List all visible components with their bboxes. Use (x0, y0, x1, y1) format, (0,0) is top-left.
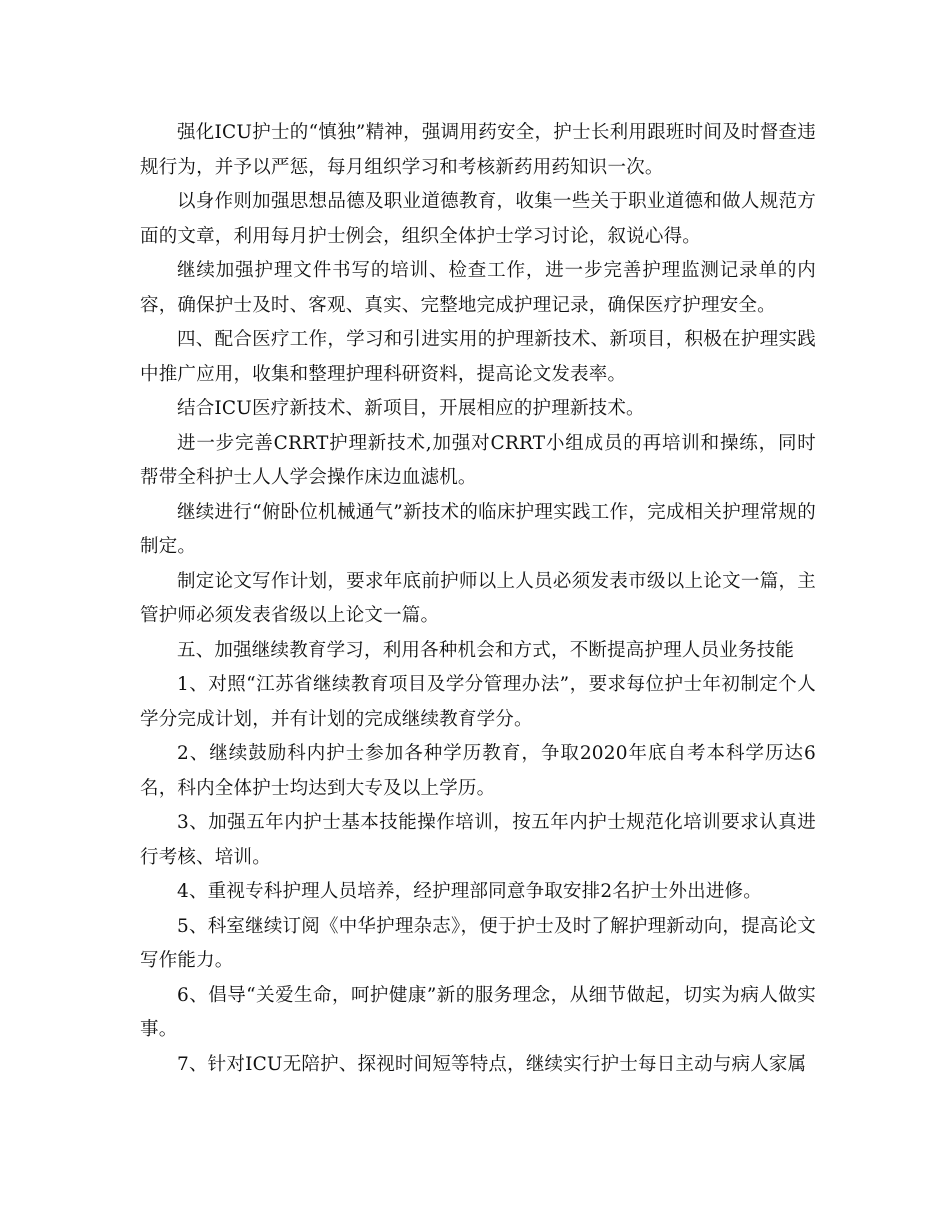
list-item-2: 2、继续鼓励科内护士参加各种学历教育，争取2020年底自考本科学历达6名，科内全体护士均达到大专及以上学历。 (140, 743, 816, 799)
paragraph-paper-plan: 制定论文写作计划，要求年底前护师以上人员必须发表市级以上论文一篇，主管护师必须发表省级以上论文一篇。 (140, 570, 816, 626)
list-item-7: 7、针对ICU无陪护、探视时间短等特点，继续实行护士每日主动与病人家属 (177, 1053, 807, 1075)
paragraph-icu-caution: 强化ICU护士的“慎独”精神，强调用药安全，护士长利用跟班时间及时督查违规行为，并予以严惩，每月组织学习和考核新药用药知识一次。 (140, 122, 816, 178)
list-item-5: 5、科室继续订阅《中华护理杂志》，便于护士及时了解护理新动向，提高论文写作能力。 (140, 915, 816, 971)
list-item-1: 1、对照“江苏省继续教育项目及学分管理办法”，要求每位护士年初制定个人学分完成计划，并有计划的完成继续教育学分。 (140, 674, 816, 730)
list-item-4: 4、重视专科护理人员培养，经护理部同意争取安排2名护士外出进修。 (177, 881, 762, 902)
paragraph-new-techniques: 结合ICU医疗新技术、新项目，开展相应的护理新技术。 (177, 398, 645, 419)
document-body (140, 116, 816, 1082)
paragraph-crrt: 进一步完善CRRT护理新技术,加强对CRRT小组成员的再培训和操练，同时帮带全科护士人人学会操作床边血滤机。 (140, 432, 816, 488)
list-item-3: 3、加强五年内护士基本技能操作培训，按五年内护士规范化培训要求认真进行考核、培训。 (140, 812, 816, 868)
section-heading-4: 四、配合医疗工作，学习和引进实用的护理新技术、新项目，积极在护理实践中推广应用，收集和整理护理科研资料，提高论文发表率。 (140, 329, 816, 385)
section-heading-5: 五、加强继续教育学习，利用各种机会和方式，不断提高护理人员业务技能 (177, 639, 795, 661)
paragraph-nursing-records: 继续加强护理文件书写的培训、检查工作，进一步完善护理监测记录单的内容，确保护士及时、客观、真实、完整地完成护理记录，确保医疗护理安全。 (140, 260, 816, 316)
paragraph-ethics-education: 以身作则加强思想品德及职业道德教育，收集一些关于职业道德和做人规范方面的文章，利用每月护士例会，组织全体护士学习讨论，叙说心得。 (140, 191, 816, 247)
paragraph-prone-ventilation: 继续进行“俯卧位机械通气”新技术的临床护理实践工作，完成相关护理常规的制定。 (140, 501, 816, 557)
list-item-6: 6、倡导“关爱生命，呵护健康”新的服务理念，从细节做起，切实为病人做实事。 (140, 984, 816, 1040)
